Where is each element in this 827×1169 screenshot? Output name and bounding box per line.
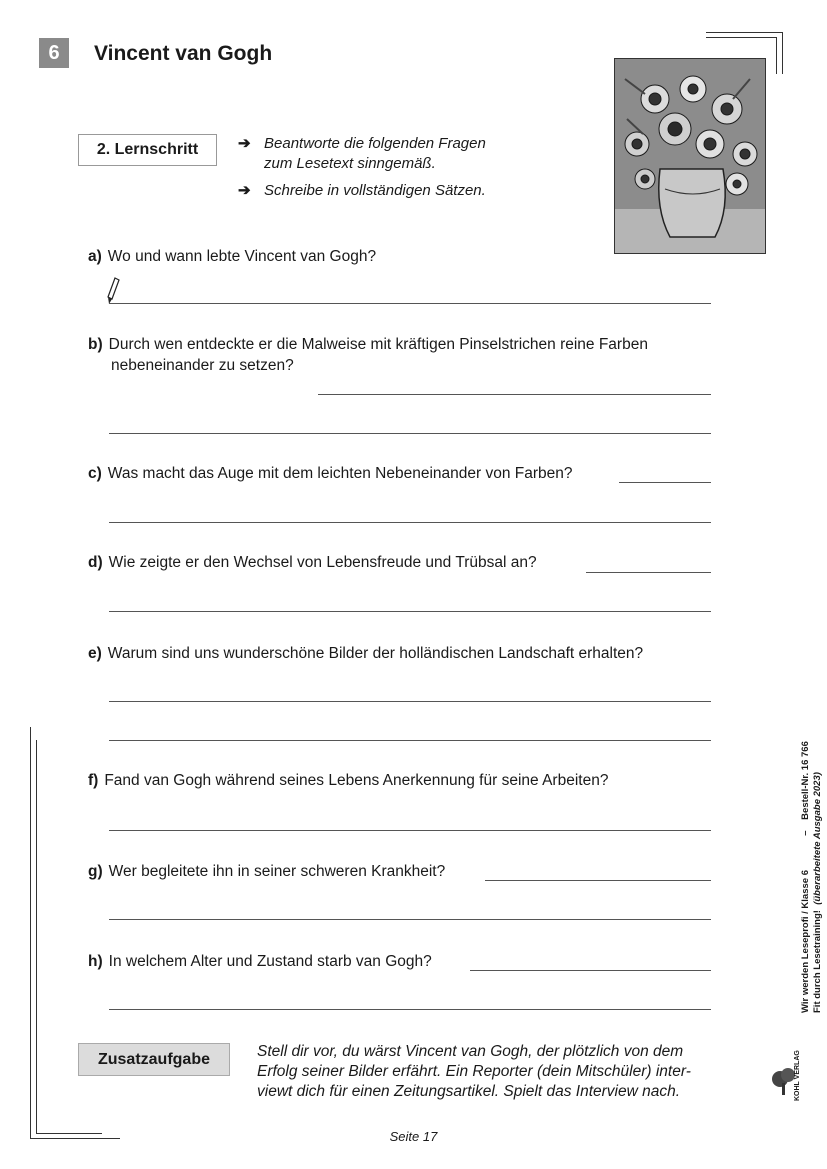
instruction-text: zum Lesetext sinngemäß. [264, 155, 436, 172]
question-text: Durch wen entdeckte er die Malweise mit kräftigen Pinselstrichen reine Farben [108, 336, 648, 353]
edition-note: (überarbeitete Ausgabe 2023) [812, 772, 823, 905]
frame-line [782, 32, 783, 74]
extra-task-label: Zusatzaufgabe [78, 1043, 230, 1076]
side-imprint [800, 741, 824, 1013]
arrow-right-icon: ➔ [238, 135, 251, 152]
extra-task-line: viewt dich für einen Zeitungsartikel. Spielt das Interview nach. [257, 1083, 681, 1100]
answer-line[interactable] [586, 572, 711, 573]
question-d [88, 552, 718, 573]
instruction-1 [238, 134, 486, 174]
answer-line[interactable] [109, 522, 711, 523]
question-text: Wo und wann lebte Vincent van Gogh? [107, 248, 377, 265]
question-letter: c) [88, 465, 102, 482]
instruction-text: Beantworte die folgenden Fragen [264, 135, 486, 152]
question-text: Wer begleitete ihn in seiner schweren Krankheit? [108, 863, 446, 880]
series-subtitle: Fit durch Lesetraining! [812, 910, 823, 1013]
answer-line[interactable] [109, 303, 711, 304]
question-text: Wie zeigte er den Wechsel von Lebensfreude und Trübsal an? [108, 554, 537, 571]
question-g [88, 861, 718, 882]
extra-task-text [257, 1042, 727, 1102]
question-c [88, 463, 718, 484]
separator: – [800, 830, 811, 836]
answer-line[interactable] [485, 880, 711, 881]
question-b [88, 334, 718, 376]
answer-line[interactable] [470, 970, 711, 971]
answer-line[interactable] [619, 482, 711, 483]
publisher-logo [770, 1050, 801, 1106]
frame-line [706, 37, 777, 38]
question-text: Was macht das Auge mit dem leichten Nebeneinander von Farben? [107, 465, 573, 482]
question-text: In welchem Alter und Zustand starb van Gogh? [108, 953, 432, 970]
extra-task-line: Stell dir vor, du wärst Vincent van Gogh, der plötzlich von dem [257, 1043, 684, 1060]
question-a [88, 246, 718, 267]
answer-line[interactable] [109, 611, 711, 612]
answer-line[interactable] [109, 830, 711, 831]
frame-line [36, 740, 37, 1133]
frame-line [776, 37, 777, 74]
page-title: Vincent van Gogh [94, 42, 273, 65]
frame-line [30, 727, 31, 1139]
extra-task-line: Erfolg seiner Bilder erfährt. Ein Reporter (dein Mitschüler) inter- [257, 1063, 691, 1080]
question-f [88, 770, 718, 791]
question-text: Warum sind uns wunderschöne Bilder der holländischen Landschaft erhalten? [107, 645, 644, 662]
question-letter: a) [88, 248, 102, 265]
order-number: Bestell-Nr. 16 766 [800, 741, 811, 820]
instruction-2 [238, 181, 486, 201]
answer-line[interactable] [109, 433, 711, 434]
answer-line[interactable] [109, 919, 711, 920]
question-letter: h) [88, 953, 103, 970]
answer-line[interactable] [318, 394, 711, 395]
question-text: Fand van Gogh während seines Lebens Anerkennung für seine Arbeiten? [104, 772, 609, 789]
page-number: Seite 17 [389, 1129, 438, 1144]
series-title: Wir werden Leseprofi / Klasse 6 [800, 870, 811, 1013]
question-e [88, 643, 718, 664]
pencil-icon [106, 277, 120, 305]
question-letter: e) [88, 645, 102, 662]
question-letter: g) [88, 863, 103, 880]
frame-line [706, 32, 783, 33]
question-h [88, 951, 718, 972]
question-letter: d) [88, 554, 103, 571]
question-text: nebeneinander zu setzen? [111, 357, 294, 374]
publisher-name: KOHL VERLAG [794, 1050, 801, 1101]
section-number: 6 [39, 38, 69, 68]
answer-line[interactable] [109, 1009, 711, 1010]
answer-line[interactable] [109, 740, 711, 741]
arrow-right-icon: ➔ [238, 182, 251, 199]
sunflowers-painting [614, 58, 766, 254]
question-letter: b) [88, 336, 103, 353]
instruction-text: Schreibe in vollständigen Sätzen. [264, 182, 486, 199]
sunflowers-image [615, 59, 765, 253]
question-letter: f) [88, 772, 99, 789]
step-label: 2. Lernschritt [78, 134, 217, 166]
answer-line[interactable] [109, 701, 711, 702]
